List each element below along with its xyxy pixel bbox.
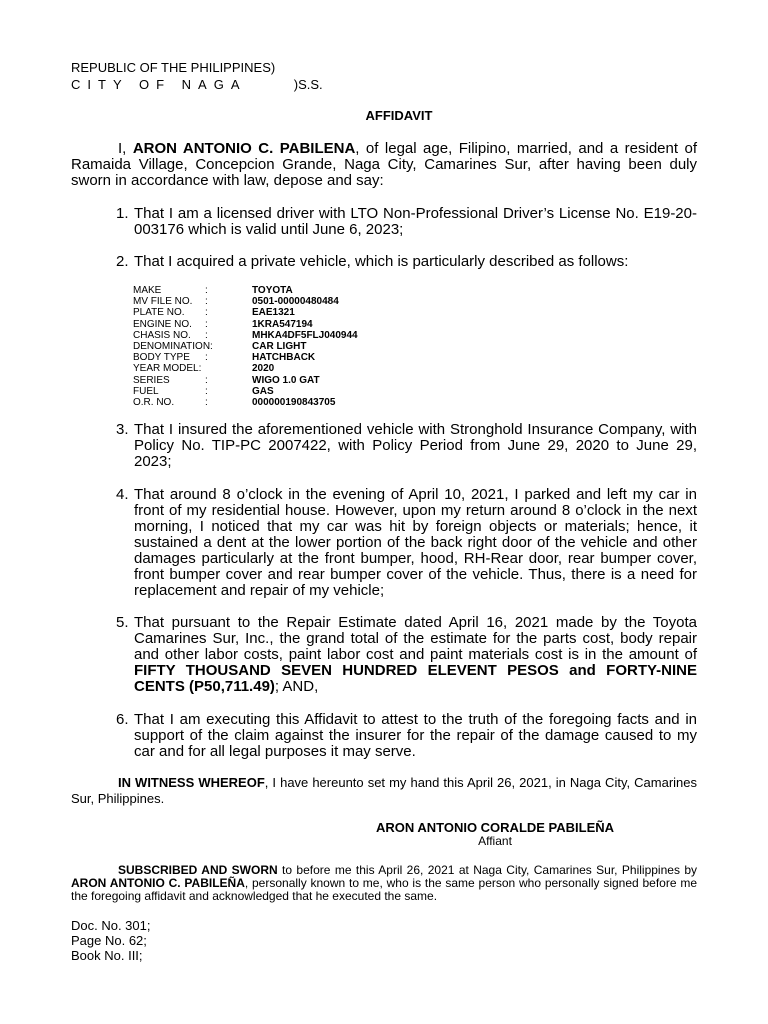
jurat-bold-2: ARON ANTONIO C. PABILEÑA <box>71 876 245 890</box>
item-2-number: 2. <box>116 253 129 270</box>
vehicle-value: GAS <box>252 385 274 397</box>
item-2-text: That I acquired a private vehicle, which is particularly described as follows: <box>134 253 629 270</box>
vehicle-sep: : <box>205 318 208 330</box>
document-title: AFFIDAVIT <box>365 108 433 123</box>
header-ss: )S.S. <box>293 77 323 92</box>
vehicle-sep: : <box>205 374 208 386</box>
intro-prefix: I, <box>118 140 133 157</box>
intro-name: ARON ANTONIO C. PABILENA <box>132 140 356 157</box>
vehicle-value: CAR LIGHT <box>252 340 307 352</box>
item-5-number: 5. <box>116 614 129 631</box>
vehicle-value: EAE1321 <box>252 307 295 319</box>
vehicle-sep: : <box>205 307 208 319</box>
vehicle-label: YEAR MODEL: <box>133 363 202 375</box>
vehicle-label: CHASIS NO. <box>133 329 191 341</box>
item-5-amount: FIFTY THOUSAND SEVEN HUNDRED ELEVENT PESOS and FORTY-NINE CENTS (P50,711.49) <box>134 662 697 695</box>
header-city: CITY OF NAGA <box>71 77 247 92</box>
vehicle-label: SERIES <box>133 374 170 386</box>
jurat-text-2: , personally known to me, who is the same person who personally signed before me the foregoing affidavit and acknowledged that he executed the same. <box>71 876 697 903</box>
item-6-text: That I am executing this Affidavit to attest to the truth of the foregoing facts and in support of the claim against the insurer for the repair of the damage caused to my car and for all legal purposes it may serve. <box>134 711 697 760</box>
vehicle-value: 2020 <box>252 363 275 375</box>
jurat-bold-1: SUBSCRIBED AND SWORN <box>118 863 278 877</box>
item-5-tail: ; AND, <box>274 678 319 695</box>
witness-rest: , I have hereunto set my hand this April 26, 2021, in Naga City, Camarines Sur, Philippines. <box>71 775 697 806</box>
book-number: Book No. III; <box>71 948 143 963</box>
item-4-number: 4. <box>116 486 129 503</box>
item-5-text <box>134 615 697 695</box>
vehicle-label: FUEL <box>133 385 159 397</box>
item-1-number: 1. <box>116 205 129 222</box>
signature-role: Affiant <box>478 834 512 848</box>
vehicle-value: WIGO 1.0 GAT <box>252 374 320 386</box>
signature-name: ARON ANTONIO CORALDE PABILEÑA <box>375 820 615 835</box>
item-6-number: 6. <box>116 711 129 728</box>
item-5-body: That pursuant to the Repair Estimate dated April 16, 2021 made by the Toyota Camarines Sur, Inc., the grand total of the estimate for the parts cost, body repair and other labor costs, paint labor cost and paint materials cost is in the amount of <box>134 614 697 663</box>
vehicle-sep: : <box>205 296 208 308</box>
jurat-text-1: to before me this April 26, 2021 at Naga City, Camarines Sur, Philippines by <box>277 863 697 877</box>
vehicle-value: HATCHBACK <box>252 352 316 364</box>
witness-paragraph <box>71 775 697 807</box>
vehicle-sep: : <box>205 352 208 364</box>
vehicle-label: PLATE NO. <box>133 307 185 319</box>
item-1-text: That I am a licensed driver with LTO Non-Professional Driver’s License No. E19-20-003176 which is valid until June 6, 2023; <box>134 205 697 238</box>
vehicle-sep: : <box>205 385 208 397</box>
vehicle-sep: : <box>205 285 208 296</box>
witness-bold: IN WITNESS WHEREOF <box>118 775 265 790</box>
vehicle-sep: : <box>205 329 208 341</box>
jurat-paragraph <box>71 864 697 903</box>
page-number: Page No. 62; <box>71 933 147 948</box>
header-republic: REPUBLIC OF THE PHILIPPINES) <box>71 60 276 75</box>
intro-paragraph <box>71 141 697 189</box>
vehicle-sep: : <box>205 396 208 408</box>
header-city-line <box>71 77 323 93</box>
vehicle-label: BODY TYPE <box>133 352 190 364</box>
vehicle-label: MV FILE NO. <box>133 296 193 308</box>
vehicle-label: MAKE <box>133 285 162 296</box>
vehicle-label: DENOMINATION: <box>133 340 213 352</box>
doc-number: Doc. No. 301; <box>71 918 151 933</box>
vehicle-value: MHKA4DF5FLJ040944 <box>252 329 358 341</box>
item-4-text: That around 8 o’clock in the evening of April 10, 2021, I parked and left my car in front of my residential house. However, upon my return around 8 o’clock in the next morning, I noticed that my car was hit by foreign objects or materials; hence, it sustained a dent at the lower portion of the back right door of the vehicle and other damages particularly at the front bumper, hood, RH-Rear door, rear bumper cover, front bumper cover and rear bumper cover of the vehicle. Thus, there is a need for replacement and repair of my vehicle; <box>134 486 697 599</box>
vehicle-value: TOYOTA <box>252 285 293 296</box>
vehicle-value: 0501-00000480484 <box>252 296 339 308</box>
item-3-text: That I insured the aforementioned vehicle with Stronghold Insurance Company, with Policy No. TIP-PC 2007422, with Policy Period from June 29, 2020 to June 29, 2023; <box>134 421 697 470</box>
vehicle-label: ENGINE NO. <box>133 318 192 330</box>
vehicle-value: 1KRA547194 <box>252 318 313 330</box>
vehicle-value: 000000190843705 <box>252 396 336 408</box>
vehicle-label: O.R. NO. <box>133 396 175 408</box>
item-3-number: 3. <box>116 421 129 438</box>
intro-rest: , of legal age, Filipino, married, and a resident of Ramaida Village, Concepcion Grande, Naga City, Camarines Sur, after having been duly sworn in accordance with law, depose and say: <box>71 140 697 189</box>
